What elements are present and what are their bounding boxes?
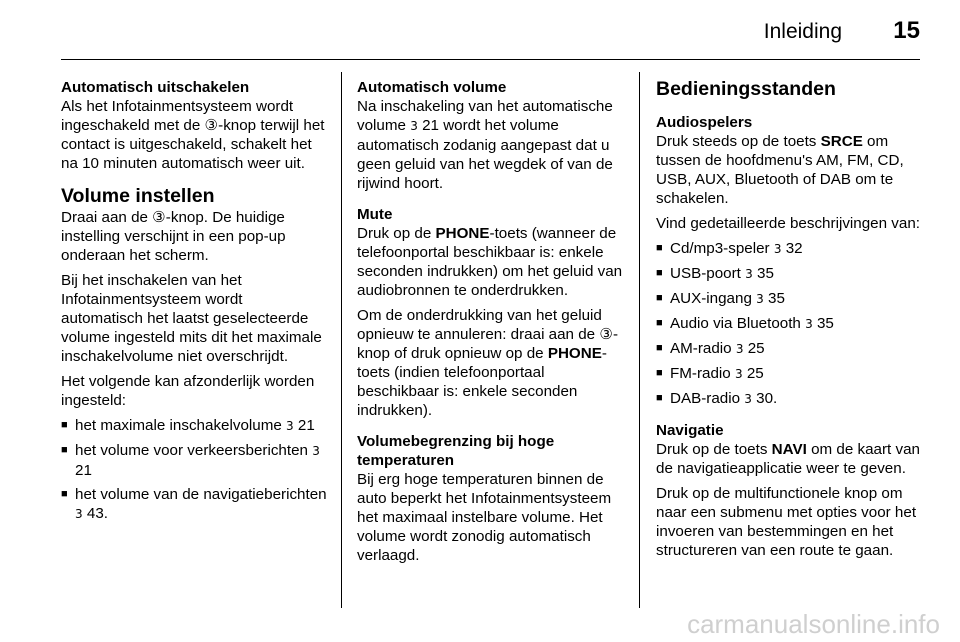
list-item: ■ AM-radio 3 25 [656,339,924,359]
page-ref-icon: 3 [735,342,744,356]
bullet-list [656,239,924,409]
paragraph: Vind gedetailleerde beschrijvingen van: [656,215,920,232]
section-heading: Volume instellen [61,185,215,207]
list-item: ■ AUX-ingang 3 35 [656,289,924,309]
watermark: carmanualsonline.info [687,609,940,639]
page-title: Inleiding [763,20,842,43]
key-label: NAVI [771,441,807,458]
page-ref-icon: 3 [312,444,320,458]
page-ref-icon: 3 [734,367,743,381]
key-label: PHONE [547,345,602,362]
paragraph: Als het Infotainmentsysteem wordt ingeschakeld met de ③-knop terwijl het contact is uitgeschakeld, schakelt het na 10 minuten automatisch weer uit. [61,98,325,172]
section-heading: Bedieningsstanden [656,78,836,100]
section-heading: Audiospelers [656,114,753,131]
page-ref-link[interactable]: 43. [86,505,108,522]
page-ref-icon: 3 [756,292,764,306]
paragraph: Na inschakeling van het automatische volume 3 21 wordt het volume automatisch zodanig aangepast dat u geen geluid van het wegdek of van de rijwind hoort. [357,98,613,192]
paragraph: Druk op de multifunctionele knop om naar een submenu met opties voor het invoeren van bestemmingen en het structureren van een route te gaan. [656,485,917,559]
section-heading: Mute [357,206,393,223]
column-divider [639,72,640,608]
page-ref-icon: 3 [744,392,752,406]
column-3 [656,78,924,572]
page-header [0,0,960,60]
page-ref-link[interactable]: 30. [756,390,778,407]
list-item: ■ het volume voor verkeersberichten 3 21 [61,441,327,480]
list-item: ■ DAB-radio 3 30. [656,389,924,409]
page-ref-link[interactable]: 35 [757,265,774,282]
section-heading: Volumebegrenzing bij hoge temperaturen [357,433,555,469]
page-ref-icon: 3 [286,419,294,433]
column-divider [341,72,342,608]
section-heading: Navigatie [656,422,724,439]
page-ref-icon: 3 [75,507,83,521]
page-ref-icon: 3 [410,119,418,133]
key-label: PHONE [435,225,490,242]
section-heading: Automatisch uitschakelen [61,79,250,96]
paragraph: Draai aan de ③-knop. De huidige instelling verschijnt in een pop-up onderaan het scherm. [61,209,286,264]
list-item: ■ FM-radio 3 25 [656,364,924,384]
column-1 [61,78,327,536]
page-ref-link[interactable]: 21 [75,462,92,479]
key-label: SRCE [820,133,863,150]
list-item: ■ Cd/mp3-speler 3 32 [656,239,924,259]
paragraph: Om de onderdrukking van het geluid opnieuw te annuleren: draai aan de ③-knop of druk opnieuw op de PHONE-toets (indien telefoonportaal beschikbaar is: enkele seconden indrukken). [357,307,619,419]
column-2 [357,78,625,577]
page-ref-link[interactable]: 21 [297,417,315,434]
paragraph: Het volgende kan afzonderlijk worden ingesteld: [61,373,315,409]
paragraph: Druk op de PHONE-toets (wanneer de telefoonportal beschikbaar is: enkele seconden indrukken) om het geluid van audiobronnen te onderdrukken. [357,225,623,299]
paragraph: Bij het inschakelen van het Infotainmentsysteem wordt automatisch het laatst geselecteerde volume ingesteld mits dit het maximale inschakelvolume niet overschrijdt. [61,272,322,365]
list-item: ■ Audio via Bluetooth 3 35 [656,314,924,334]
paragraph: Druk op de toets NAVI om de kaart van de navigatieapplicatie weer te geven. [656,441,920,477]
section-heading: Automatisch volume [357,79,507,96]
bullet-list [61,416,327,524]
page-ref-link[interactable]: 32 [785,240,803,257]
page-ref-icon: 3 [805,317,813,331]
page-ref-link[interactable]: 25 [747,340,765,357]
paragraph: Druk steeds op de toets SRCE om tussen de hoofdmenu's AM, FM, CD, USB, AUX, Bluetooth of DAB om te schakelen. [656,133,904,207]
page-number: 15 [893,17,920,44]
page-ref-link[interactable]: 35 [768,290,785,307]
page-ref-link[interactable]: 21 [422,117,439,134]
header-rule [61,59,920,60]
page-ref-link[interactable]: 35 [816,315,834,332]
page-ref-icon: 3 [745,267,753,281]
page-ref-link[interactable]: 25 [746,365,764,382]
list-item: ■ USB-poort 3 35 [656,264,924,284]
page-ref-icon: 3 [773,242,782,256]
list-item: ■ het maximale inschakelvolume 3 21 [61,416,327,436]
paragraph: Bij erg hoge temperaturen binnen de auto beperkt het Infotainmentsysteem het maximaal instelbare volume. Het volume wordt zonodig automatisch verlaagd. [357,471,612,564]
list-item: ■ het volume van de navigatieberichten 3 43. [61,485,327,524]
